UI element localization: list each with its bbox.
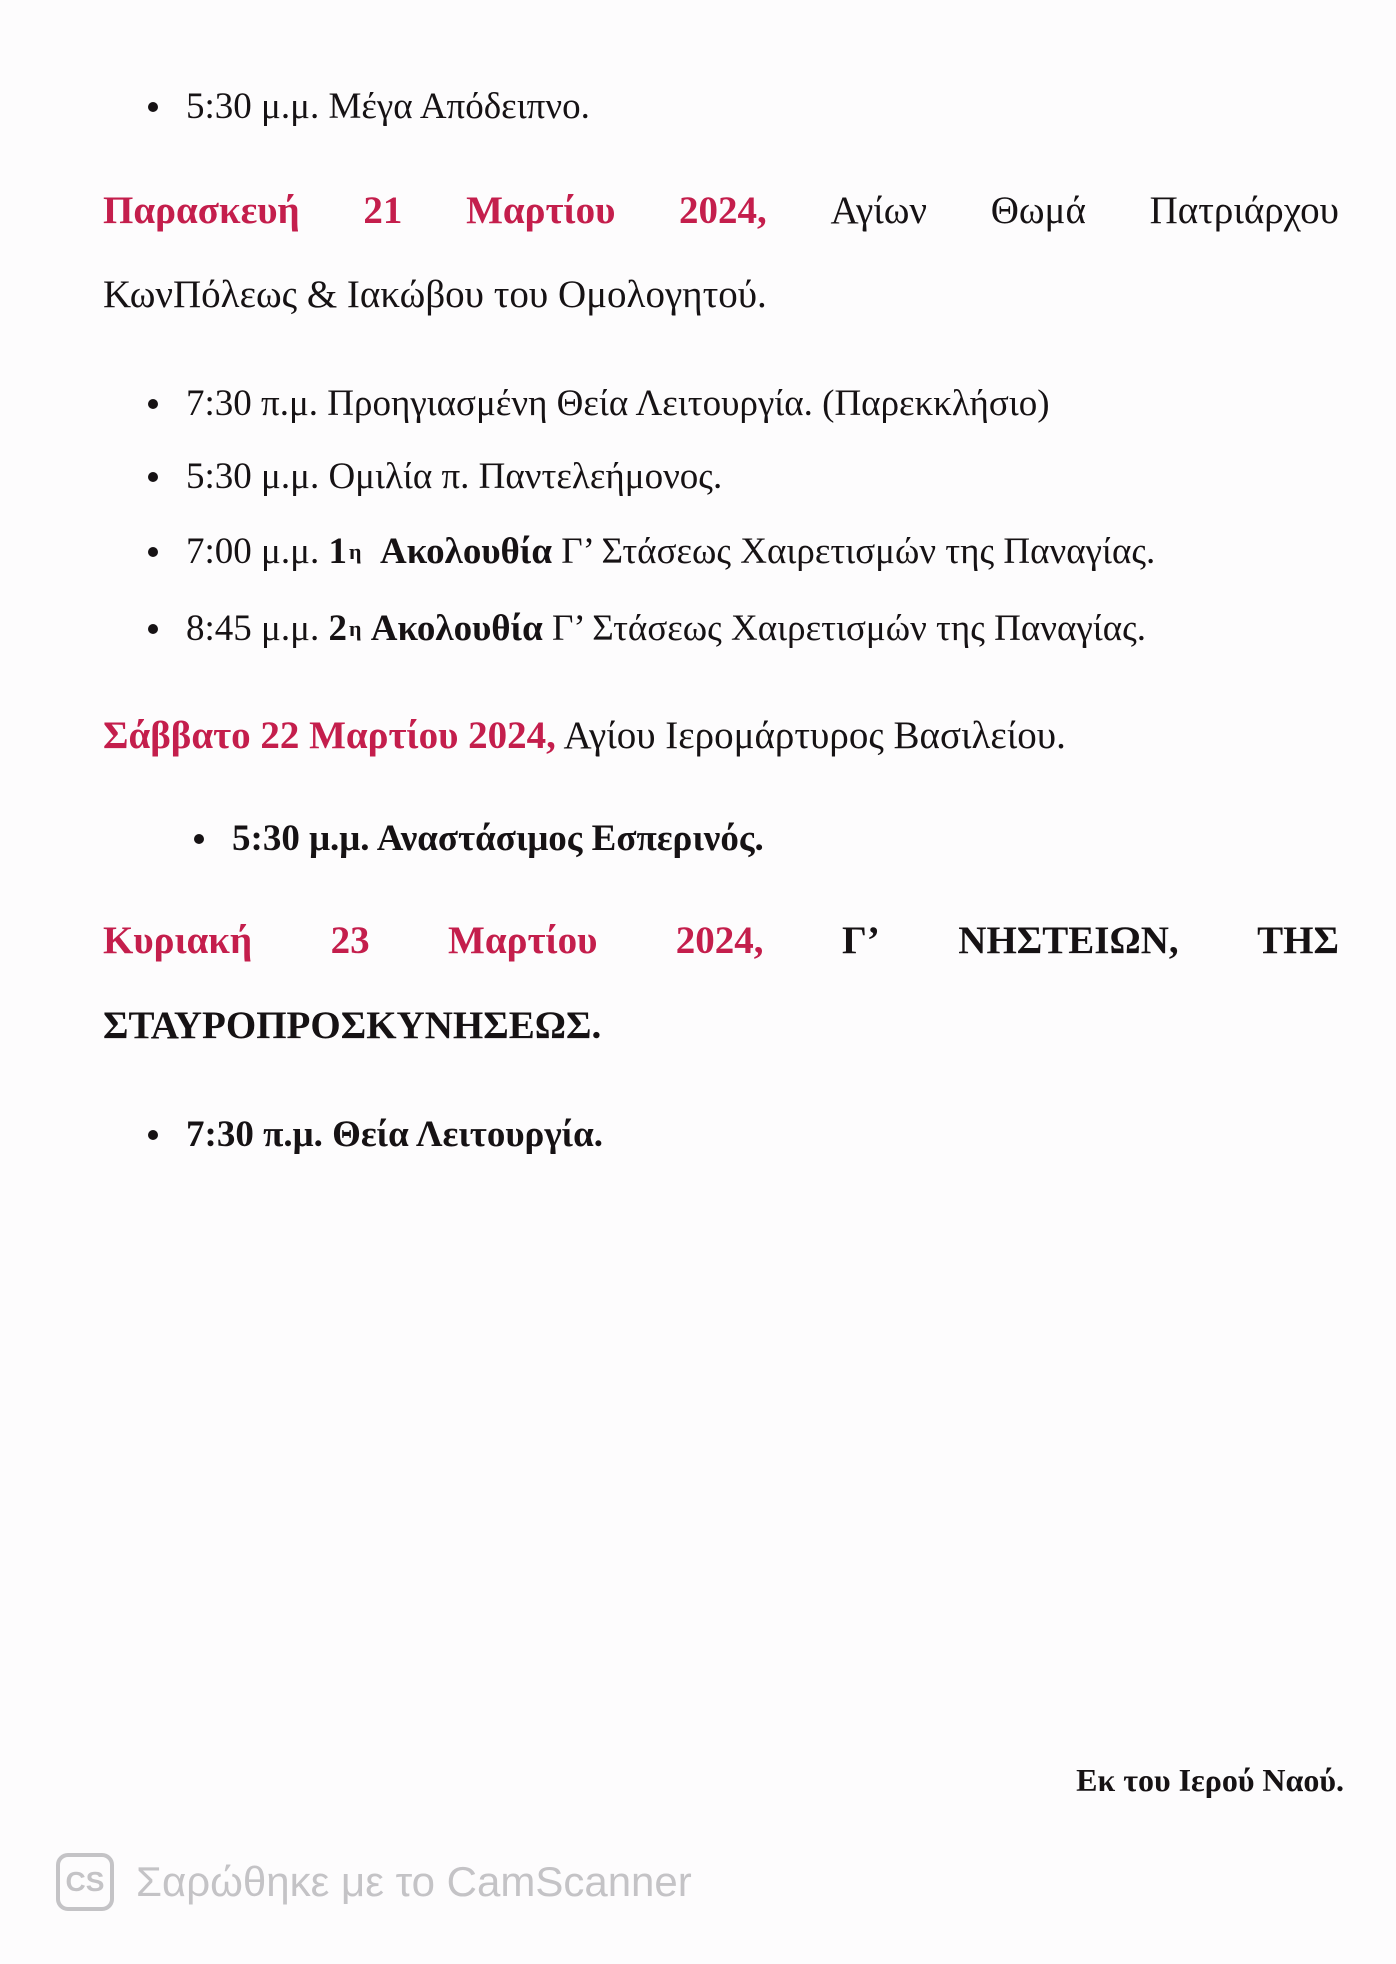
bullet-icon [148,472,158,482]
item-text: 7:30 π.μ. Προηγιασμένη Θεία Λειτουργία. (Παρεκκλήσιο) [186,383,1050,424]
item-text: Γ’ Στάσεως Χαιρετισμών της Παναγίας. [561,531,1156,572]
list-item [148,1113,603,1156]
heading-date-word: Παρασκευή [103,189,300,232]
sunday-heading [103,918,1339,963]
heading-date-word: Κυριακή [103,919,253,962]
heading-date-word: Μαρτίου [448,919,598,962]
bullet-icon [148,624,158,634]
bullet-icon [148,102,158,112]
bullet-icon [148,399,158,409]
heading-date-word: 21 [363,189,403,232]
list-item [148,607,1146,650]
item-text: 5:30 μ.μ. Αναστάσιμος Εσπερινός. [232,818,764,859]
saturday-heading [103,713,1339,758]
sunday-heading-line2: ΣΤΑΥΡΟΠΡΟΣΚΥΝΗΣΕΩΣ. [103,1004,602,1047]
bullet-icon [194,834,204,844]
list-item [194,817,764,860]
item-bold-word: Ακολουθία [370,608,543,649]
item-text: 7:30 π.μ. Θεία Λειτουργία. [186,1114,604,1155]
heading-word: Θωμά [990,189,1086,232]
item-bold-word: Ακολουθία [379,531,552,572]
bullet-icon [148,547,158,557]
friday-heading [103,188,1339,233]
item-text: 5:30 μ.μ. Μέγα Απόδειπνο. [186,86,590,127]
list-item [148,85,590,128]
list-item [148,530,1155,573]
item-ordinal-suffix: η [348,615,362,641]
list-item [148,382,1050,425]
item-ordinal: 1 [328,531,347,572]
bullet-icon [148,1130,158,1140]
item-ordinal: 2 [328,608,347,649]
footer-signature: Εκ του Ιερού Ναού. [1076,1762,1344,1798]
camscanner-watermark [56,1853,692,1911]
heading-word: ΤΗΣ [1257,919,1339,962]
friday-heading-line2: ΚωνΠόλεως & Ιακώβου του Ομολογητού. [103,273,767,316]
heading-date-word: 23 [330,919,370,962]
item-time: 8:45 μ.μ. [186,608,320,649]
watermark-text: Σαρώθηκε με το CamScanner [136,1858,692,1905]
heading-word: ΝΗΣΤΕΙΩΝ, [958,919,1179,962]
heading-date-word: 2024, [675,919,764,962]
heading-word: Γ’ [842,919,880,962]
item-time: 7:00 μ.μ. [186,531,320,572]
heading-word: Πατριάρχου [1149,189,1339,232]
heading-date-word: Μαρτίου [466,189,616,232]
heading-date: Σάββατο 22 Μαρτίου 2024, [103,714,556,757]
heading-text: Αγίου Ιερομάρτυρος Βασιλείου. [563,714,1066,757]
list-item [148,455,722,498]
heading-word: Αγίων [830,189,928,232]
item-text: 5:30 μ.μ. Ομιλία π. Παντελεήμονος. [186,456,723,497]
heading-date-word: 2024, [679,189,767,232]
item-ordinal-suffix: η [348,538,362,564]
item-text: Γ’ Στάσεως Χαιρετισμών της Παναγίας. [551,608,1146,649]
camscanner-logo-icon: CS [56,1853,114,1911]
